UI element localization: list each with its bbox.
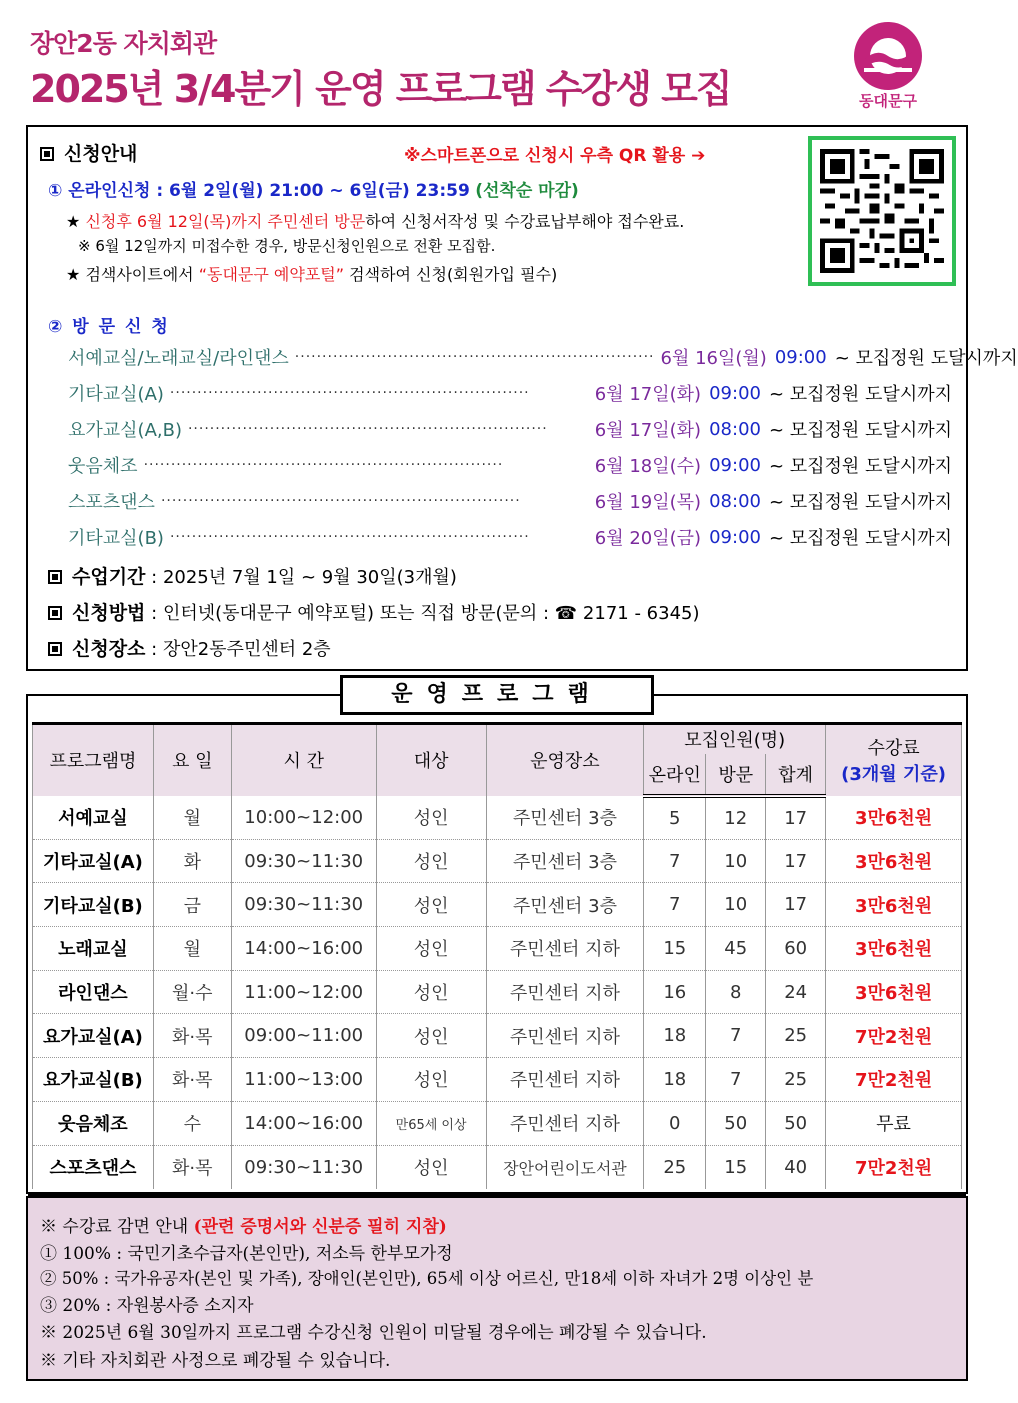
note-search-portal: ★ 검색사이트에서 “동대문구 예약포털” 검색하여 신청(회원가입 필수) [66, 265, 558, 284]
section-title: 운영프로그램 [340, 675, 654, 715]
discount-notice-box [26, 1196, 968, 1381]
table-row: 기타교실(A) 화 09:30~11:30 성인 주민센터 3층 7 10 17 3만6천원 [33, 839, 962, 883]
smartphone-note: ※스마트폰으로 신청시 우측 QR 활용 ➔ [404, 146, 706, 166]
col-header-target: 대상 [376, 724, 486, 796]
program-table [32, 722, 962, 1189]
table-row: 기타교실(B) 금 09:30~11:30 성인 주민센터 3층 7 10 17 3만6천원 [33, 883, 962, 927]
cancellation-note: ※ 기타 자치회관 사정으로 폐강될 수 있습니다. [40, 1351, 391, 1371]
dot-leader: ·································································· [294, 349, 655, 365]
qr-code-icon [820, 148, 944, 274]
visit-schedule-row: 요가교실(A,B) ·································································· 6월 17일(화) 08:00 ~ 모집정원 도달시까지 [68, 418, 952, 441]
visit-schedule-row: 웃음체조 ·································································· 6월 18일(수) 09:00 ~ 모집정원 도달시까지 [68, 454, 952, 477]
apply-info-heading: 신청안내 [40, 139, 137, 166]
table-row: 요가교실(B) 화·목 11:00~13:00 성인 주민센터 지하 18 7 25 7만2천원 [33, 1058, 962, 1102]
note-conversion: ※ 6월 12일까지 미접수한 경우, 방문신청인원으로 전환 모집함. [78, 237, 496, 255]
discount-item: ③ 20% : 자원봉사증 소지자 [40, 1296, 254, 1316]
visit-schedule-row: 스포츠댄스 ·································································· 6월 19일(목) 08:00 ~ 모집정원 도달시까지 [68, 490, 952, 513]
dongdaemun-logo [846, 22, 930, 112]
dot-leader: ·································································· [169, 385, 530, 401]
table-row: 서예교실 월 10:00~12:00 성인 주민센터 3층 5 12 17 3만6천원 [33, 796, 962, 840]
apply-method: 신청방법 : 인터넷(동대문구 예약포털) 또는 직접 방문(문의 : ☎ 2171 - 6345) [48, 598, 700, 625]
visit-apply-heading: ② 방 문 신 청 [48, 317, 170, 337]
col-header-online: 온라인 [644, 754, 706, 796]
square-bullet-icon [40, 147, 54, 161]
dot-leader: ·································································· [160, 493, 521, 509]
online-apply-line: ① 온라인신청 : 6월 2일(월) 21:00 ~ 6일(금) 23:59 (선착순 마감) [48, 181, 579, 201]
dot-leader: ·································································· [187, 421, 548, 437]
discount-heading: ※ 수강료 감면 안내 (관련 증명서와 신분증 필히 지참) [40, 1217, 447, 1237]
table-row: 스포츠댄스 화·목 09:30~11:30 성인 장안어린이도서관 25 15 40 7만2천원 [33, 1145, 962, 1189]
logo-text: 동대문구 [859, 92, 917, 110]
logo-emblem-icon [854, 22, 922, 90]
visit-schedule-row: 기타교실(A) ·································································· 6월 17일(화) 09:00 ~ 모집정원 도달시까지 [68, 382, 952, 405]
subtitle: 장안2동 자치회관 [30, 29, 217, 58]
table-row: 라인댄스 월·수 11:00~12:00 성인 주민센터 지하 16 8 24 3만6천원 [33, 970, 962, 1014]
visit-schedule-row: 서예교실/노래교실/라인댄스 ·································································· 6월 16일(월) 09:00 ~ 모집정원 도달시까지 [68, 346, 1018, 369]
col-header-recruit: 모집인원(명) [644, 724, 826, 754]
table-row: 노래교실 월 14:00~16:00 성인 주민센터 지하 15 45 60 3만6천원 [33, 927, 962, 971]
discount-item: ② 50% : 국가유공자(본인 및 가족), 장애인(본인만), 65세 이상 어르신, 만18세 이하 자녀가 2명 이상인 분 [40, 1269, 814, 1288]
note-visit-deadline: ★ 신청후 6월 12일(목)까지 주민센터 방문하여 신청서작성 및 수강료납부해야 접수완료. [66, 212, 685, 231]
page-title: 2025년 3/4분기 운영 프로그램 수강생 모집 [30, 67, 731, 111]
table-row: 요가교실(A) 화·목 09:00~11:00 성인 주민센터 지하 18 7 25 7만2천원 [33, 1014, 962, 1058]
visit-schedule-row: 기타교실(B) ·································································· 6월 20일(금) 09:00 ~ 모집정원 도달시까지 [68, 526, 952, 549]
table-row: 웃음체조 수 14:00~16:00 만65세 이상 주민센터 지하 0 50 50 무료 [33, 1101, 962, 1145]
discount-item: ① 100% : 국민기초수급자(본인만), 저소득 한부모가정 [40, 1244, 453, 1264]
square-bullet-icon [48, 642, 62, 656]
col-header-visit: 방문 [706, 754, 766, 796]
dot-leader: ·································································· [143, 457, 504, 473]
square-bullet-icon [48, 606, 62, 620]
col-header-total: 합계 [766, 754, 826, 796]
apply-place: 신청장소 : 장안2동주민센터 2층 [48, 634, 331, 661]
qr-code[interactable] [808, 136, 956, 286]
col-header-day: 요 일 [153, 724, 231, 796]
col-header-place: 운영장소 [486, 724, 644, 796]
square-bullet-icon [48, 570, 62, 584]
col-header-fee: 수강료 (3개월 기준) [826, 724, 962, 796]
class-period: 수업기간 : 2025년 7월 1일 ~ 9월 30일(3개월) [48, 562, 457, 589]
col-header-name: 프로그램명 [33, 724, 154, 796]
dot-leader: ·································································· [169, 529, 530, 545]
cancellation-note: ※ 2025년 6월 30일까지 프로그램 수강신청 인원이 미달될 경우에는 폐강될 수 있습니다. [40, 1323, 707, 1343]
col-header-time: 시 간 [231, 724, 376, 796]
